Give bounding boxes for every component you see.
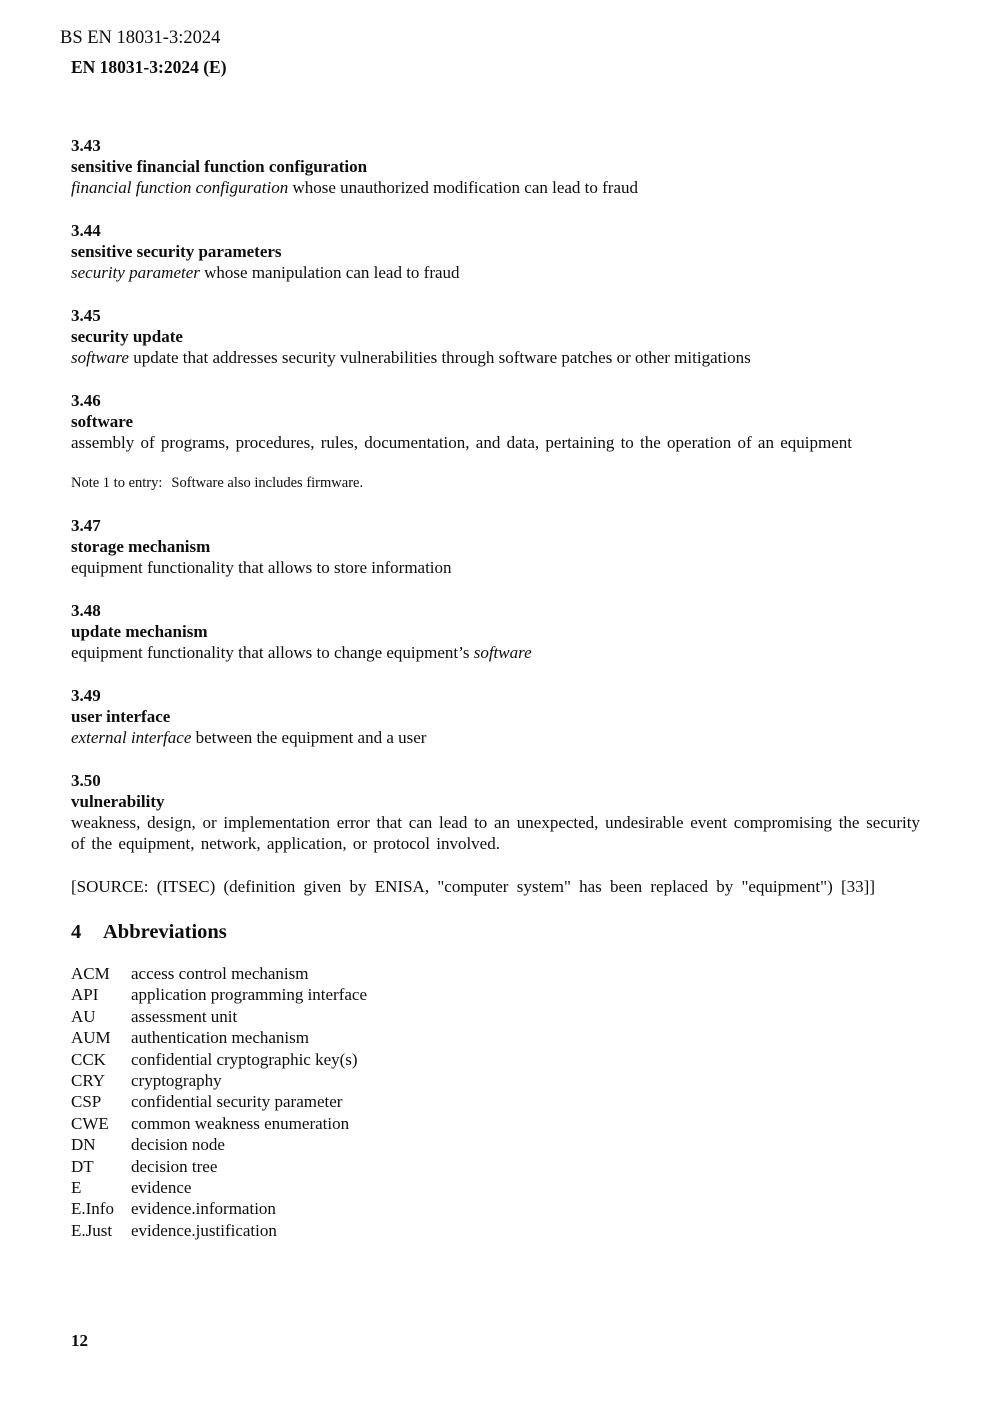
definition-text (71, 347, 920, 368)
abbreviation-term: confidential cryptographic key(s) (131, 1049, 358, 1069)
definition-italic-lead: software (71, 348, 129, 367)
abbreviation-row (71, 1049, 920, 1070)
abbreviation-term: evidence.justification (131, 1220, 277, 1240)
abbreviation: CRY (71, 1071, 106, 1091)
abbreviation-term: evidence.information (131, 1199, 276, 1219)
definition-body-text: equipment functionality that allows to change equipment’s (71, 643, 474, 662)
definition-term: user interface (71, 707, 171, 726)
abbreviation-term: decision tree (131, 1156, 218, 1176)
definition-section-3-44 (71, 220, 920, 283)
page-number: 12 (71, 1331, 88, 1350)
abbreviation-row (71, 1156, 920, 1177)
definition-section-3-45 (71, 305, 920, 368)
abbreviation-term: assessment unit (131, 1006, 238, 1026)
abbreviation-row (71, 1091, 920, 1112)
abbreviation-row (71, 1134, 920, 1155)
definition-section-3-48 (71, 600, 920, 663)
abbreviation-row (71, 963, 920, 984)
definition-italic-lead: external interface (71, 728, 192, 747)
definition-text (71, 812, 920, 854)
definition-body-text: whose unauthorized modification can lead to fraud (288, 178, 639, 197)
abbreviation: E (71, 1178, 82, 1198)
definition-section-3-49 (71, 685, 920, 748)
abbreviation-term: access control mechanism (131, 964, 309, 983)
definition-term: security update (71, 327, 183, 346)
definition-term: storage mechanism (71, 537, 211, 556)
clause-number: 4 (71, 921, 82, 943)
definition-number: 3.48 (71, 601, 101, 620)
definition-italic-lead: security parameter (71, 263, 200, 282)
definition-number: 3.49 (71, 686, 101, 705)
abbreviation-term: common weakness enumeration (131, 1113, 350, 1133)
definition-section-3-50 (71, 770, 920, 854)
abbreviation-row (71, 1113, 920, 1134)
definition-term: software (71, 412, 133, 431)
definition-number: 3.47 (71, 516, 101, 535)
definition-term: vulnerability (71, 792, 165, 811)
note-text: Software also includes firmware. (171, 475, 364, 491)
abbreviations-list (71, 963, 920, 1241)
abbreviation-row (71, 1220, 920, 1241)
definition-number: 3.50 (71, 771, 101, 790)
abbreviation-term: authentication mechanism (131, 1028, 309, 1048)
abbreviation: DT (71, 1156, 94, 1176)
definition-text (71, 177, 920, 198)
abbreviation-term: confidential security parameter (131, 1092, 343, 1112)
definition-body-text: equipment functionality that allows to store information (71, 558, 452, 577)
definition-body-text: weakness, design, or implementation error that can lead to an unexpected, undesirable event compromising the security of the equipment, network, application, or protocol involved. (71, 813, 920, 853)
definition-italic-lead: financial function configuration (71, 178, 289, 197)
definition-section-3-46 (71, 390, 920, 493)
abbreviation-term: decision node (131, 1135, 225, 1155)
abbreviation: AU (71, 1006, 96, 1026)
standard-reference-bs: BS EN 18031-3:2024 (60, 28, 221, 48)
definition-text (71, 432, 920, 453)
definition-term: sensitive security parameters (71, 242, 282, 261)
definition-body-text: assembly of programs, procedures, rules, documentation, and data, pertaining to the operation of an equipment (71, 433, 852, 452)
definition-text (71, 557, 920, 578)
definition-section-3-43 (71, 135, 920, 198)
clause-title: Abbreviations (103, 921, 227, 943)
definition-italic-tail: software (473, 643, 532, 662)
abbreviation: AUM (71, 1028, 111, 1048)
abbreviation: ACM (71, 964, 110, 983)
abbreviation-row (71, 1006, 920, 1027)
source-citation: [SOURCE: (ITSEC) (definition given by ENISA, "computer system" has been replaced by "equipment") [33]] (71, 877, 875, 896)
definition-term: update mechanism (71, 622, 208, 641)
abbreviation-row (71, 1070, 920, 1091)
abbreviation-term: application programming interface (131, 985, 368, 1005)
definition-body-text: update that addresses security vulnerabilities through software patches or other mitigations (128, 348, 751, 367)
abbreviation-term: cryptography (131, 1071, 222, 1091)
abbreviation: CWE (71, 1113, 109, 1133)
definition-text (71, 642, 920, 663)
definition-number: 3.43 (71, 136, 101, 155)
definition-body-text: whose manipulation can lead to fraud (199, 263, 460, 282)
note-to-entry (71, 474, 920, 493)
abbreviation-row (71, 1198, 920, 1219)
definition-number: 3.44 (71, 221, 101, 240)
definition-number: 3.45 (71, 306, 101, 325)
abbreviation: CCK (71, 1049, 106, 1069)
abbreviations-heading (71, 919, 920, 946)
definition-body-text: between the equipment and a user (191, 728, 427, 747)
abbreviation-row (71, 1027, 920, 1048)
abbreviation: DN (71, 1135, 96, 1155)
definition-term: sensitive financial function configuration (71, 157, 368, 176)
abbreviation-term: evidence (131, 1178, 192, 1198)
abbreviation-row (71, 1177, 920, 1198)
standard-reference-en: EN 18031-3:2024 (E) (71, 57, 227, 77)
abbreviation: CSP (71, 1092, 102, 1112)
definition-text (71, 727, 920, 748)
definition-text (71, 262, 920, 283)
abbreviation: E.Just (71, 1220, 113, 1240)
abbreviation: API (71, 985, 99, 1005)
document-body (71, 135, 920, 1241)
note-label: Note 1 to entry: (71, 475, 163, 491)
definition-section-3-47 (71, 515, 920, 578)
abbreviation: E.Info (71, 1199, 114, 1219)
abbreviation-row (71, 984, 920, 1005)
definition-number: 3.46 (71, 391, 101, 410)
